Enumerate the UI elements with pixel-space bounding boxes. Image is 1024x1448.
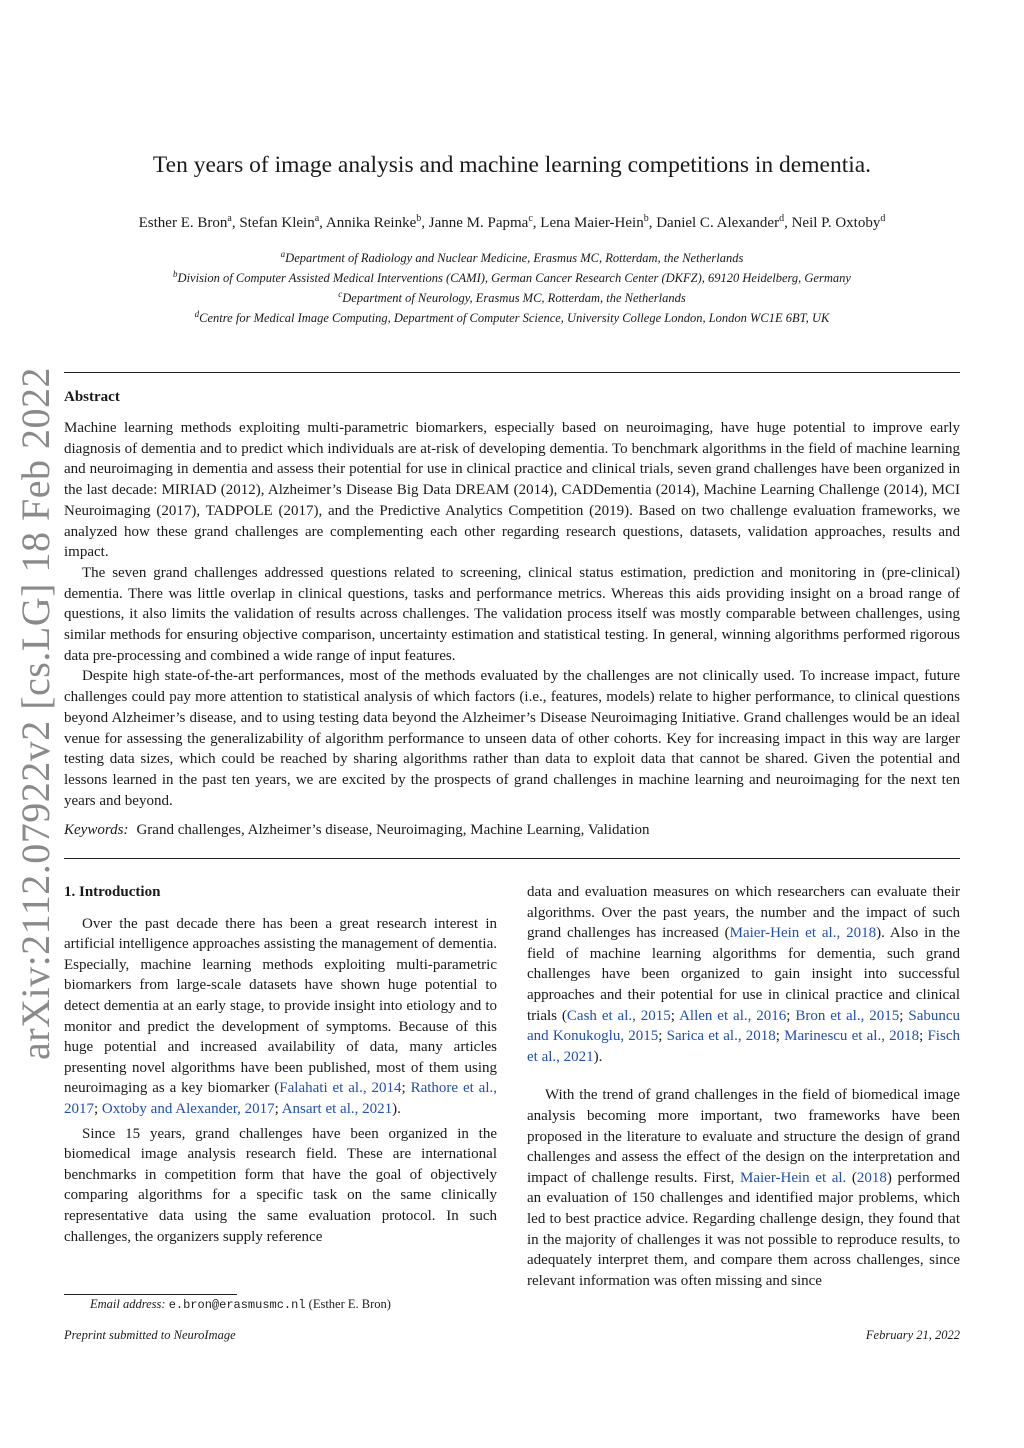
body-paragraph: Since 15 years, grand challenges have been organized in the biomedical image analysis research field. These are international benchmarks in competition form that have the goal of objectively comparing algorithms for a specific task on the same clinically representative data using the same evaluation protocol. In such challenges, the organizers supply reference <box>64 1125 497 1245</box>
bottom-divider <box>64 858 960 859</box>
citation-link[interactable]: Rathore et al., 2017 <box>64 1080 498 1117</box>
abstract-paragraph: The seven grand challenges addressed questions related to screening, clinical status estimation, prediction and monitoring in (pre-clinical) dementia. There was little overlap in clinical questions, tasks and performance metrics. Whereas this aids providing insight on a broad range of questions, it also limits the validation of results across challenges. The validation process itself was mostly comparable between challenges, using similar methods for ensuring objective comparison, uncertainty estimation and statistical testing. In general, winning algorithms performed rigorous data pre-processing and combined a wide range of input features. <box>64 564 960 664</box>
abstract-body <box>64 418 960 811</box>
footnote-label: Email address: <box>90 1297 166 1311</box>
citation-link[interactable]: Cash et al., 2015 <box>566 1007 671 1024</box>
abstract-paragraph: Despite high state-of-the-art performances, most of the methods evaluated by the challenges are not clinically used. To increase impact, future challenges could pay more attention to statistical analysis of which factors (i.e., features, models) relate to higher performance, to clinical questions beyond Alzheimer’s disease, and to using testing data beyond the Alzheimer’s Disease Neuroimaging Initiative. Grand challenges would be an ideal venue for assessing the generalizability of algorithm performance to unseen data of other cohorts. Key for increasing impact in this way are larger testing data sizes, which could be reached by sharing algorithms rather than data to exploit data that cannot be shared. Given the potential and lessons learned in the past ten years, we are excited by the prospects of grand challenges in machine learning and neuroimaging for the next ten years and beyond. <box>64 668 960 809</box>
keywords <box>64 822 960 839</box>
author: Lena Maier-Hein <box>540 215 644 231</box>
top-divider <box>64 372 960 373</box>
footer-journal: Preprint submitted to NeuroImage <box>64 1328 236 1342</box>
citation-link[interactable]: Fisch et al., 2021 <box>527 1028 960 1065</box>
affiliation-list <box>60 246 964 327</box>
keywords-label: Keywords: <box>64 822 129 838</box>
citation-link[interactable]: Maier-Hein et al., 2018 <box>729 925 877 942</box>
author-affiliation-mark: d <box>880 213 886 224</box>
author: Daniel C. Alexander <box>656 215 780 231</box>
citation-link[interactable]: Marinescu et al., 2018 <box>784 1028 920 1045</box>
left-column <box>64 882 497 1247</box>
abstract-heading: Abstract <box>64 389 120 405</box>
author: Stefan Klein <box>239 215 315 231</box>
citation-link[interactable]: Ansart et al., 2021 <box>281 1100 393 1117</box>
arxiv-identifier-stamp: arXiv:2112.07922v2 [cs.LG] 18 Feb 2022 <box>13 367 58 1060</box>
body-paragraph: data and evaluation measures on which researchers can evaluate their algorithms. Over the past years, the number and the impact of such grand challenges has increased (Maier-Hein et al., 2018). Also in the field of machine learning algorithms for dementia, such grand challenges have been organized to gain insight into successful approaches and their potential for use in clinical practice and clinical trials (Cash et al., 2015; Allen et al., 2016; Bron et al., 2015; Sabuncu and Konukoglu, 2015; Sarica et al., 2018; Marinescu et al., 2018; Fisch et al., 2021). <box>527 884 961 1065</box>
section-heading-introduction: 1. Introduction <box>64 884 161 900</box>
body-paragraph: With the trend of grand challenges in the field of biomedical image analysis becoming more important, two frameworks have been proposed in the literature to evaluate and structure the design of grand challenges and assess the effect of the design on the interpretation and impact of challenge results. First, Maier-Hein et al. (2018) performed an evaluation of 150 challenges and identified major problems, which led to best practice advice. Regarding challenge design, they found that in the majority of challenges it was not possible to reproduce results, to adequately interpret them, and compare them across challenges, since relevant information was often missing and since <box>527 1087 961 1289</box>
keywords-text: Grand challenges, Alzheimer’s disease, Neuroimaging, Machine Learning, Validation <box>136 822 650 838</box>
citation-link[interactable]: Maier-Hein et al. <box>740 1169 847 1186</box>
affiliation: $^d$Centre for Medical Image Computing, Department of Computer Science, University College London, London WC1E 6BT, UK <box>194 309 830 326</box>
author-affiliation-mark: b <box>416 213 422 224</box>
right-column <box>527 882 960 1291</box>
affiliation: $^b$Division of Computer Assisted Medical Interventions (CAMI), German Cancer Research Center (DKFZ), 69120 Heidelberg, Germany <box>173 269 851 286</box>
footnote-divider <box>64 1294 237 1295</box>
citation-link[interactable]: Oxtoby and Alexander, 2017 <box>101 1100 275 1117</box>
footnote <box>64 1297 497 1312</box>
email-address[interactable]: e.bron@erasmusmc.nl <box>168 1298 306 1312</box>
citation-link[interactable]: 2018 <box>856 1169 887 1186</box>
author-affiliation-mark: a <box>227 213 232 224</box>
author-affiliation-mark: d <box>779 213 785 224</box>
author-affiliation-mark: b <box>643 213 649 224</box>
footer-date: February 21, 2022 <box>865 1328 960 1342</box>
author-affiliation-mark: c <box>528 213 533 224</box>
author: Janne M. Papma <box>428 215 529 231</box>
author-affiliation-mark: a <box>314 213 320 224</box>
citation-link[interactable]: Falahati et al., 2014 <box>279 1080 402 1097</box>
footnote-author: (Esther E. Bron) <box>308 1297 391 1311</box>
citation-link[interactable]: Allen et al., 2016 <box>679 1007 787 1024</box>
citation-link[interactable]: Bron et al., 2015 <box>795 1007 900 1024</box>
citation-link[interactable]: Sabuncu and Konukoglu, 2015 <box>527 1007 961 1045</box>
abstract-paragraph: Machine learning methods exploiting multi-parametric biomarkers, especially based on neuroimaging, have huge potential to improve early diagnosis of dementia and to predict which individuals are at-risk of developing dementia. To benchmark algorithms in the field of machine learning and neuroimaging in dementia and assess their potential for use in clinical practice and clinical trials, seven grand challenges have been organized in the last decade: MIRIAD (2012), Alzheimer’s Disease Big Data DREAM (2014), CADDementia (2014), Machine Learning Challenge (2014), MCI Neuroimaging (2017), TADPOLE (2017), and the Predictive Analytics Competition (2019). Based on two challenge evaluation frameworks, we analyzed how these grand challenges are complementing each other regarding research questions, datasets, validation approaches, results and impact. <box>64 420 960 561</box>
affiliation: $^c$Department of Neurology, Erasmus MC, Rotterdam, the Netherlands <box>338 289 686 306</box>
author: Neil P. Oxtoby <box>791 215 881 231</box>
citation-link[interactable]: Sarica et al., 2018 <box>666 1028 776 1045</box>
author-list: Esther E. Bron$^a$, Stefan Klein$^a$, Annika Reinke$^b$, Janne M. Papma$^c$, Lena Maier-Hein$^b$, Daniel C. Alexander$^d$, Neil P. Oxtoby$^d$ <box>138 213 886 231</box>
paper-title: Ten years of image analysis and machine learning competitions in dementia. <box>152 152 872 178</box>
author: Esther E. Bron <box>138 215 228 231</box>
author: Annika Reinke <box>325 215 417 231</box>
body-paragraph: Over the past decade there has been a great research interest in artificial intelligence approaches assisting the management of dementia. Especially, machine learning methods exploiting multi-parametric biomarkers from large-scale datasets have shown huge potential to detect dementia at an early stage, to provide insight into etiology and to monitor and predict the development of symptoms. Because of this huge potential and increased availability of data, many articles presenting novel algorithms have been published, most of them using neuroimaging as a key biomarker (Falahati et al., 2014; Rathore et al., 2017; Oxtoby and Alexander, 2017; Ansart et al., 2021). <box>64 915 498 1117</box>
affiliation: $^a$Department of Radiology and Nuclear Medicine, Erasmus MC, Rotterdam, the Netherlands <box>280 249 744 266</box>
